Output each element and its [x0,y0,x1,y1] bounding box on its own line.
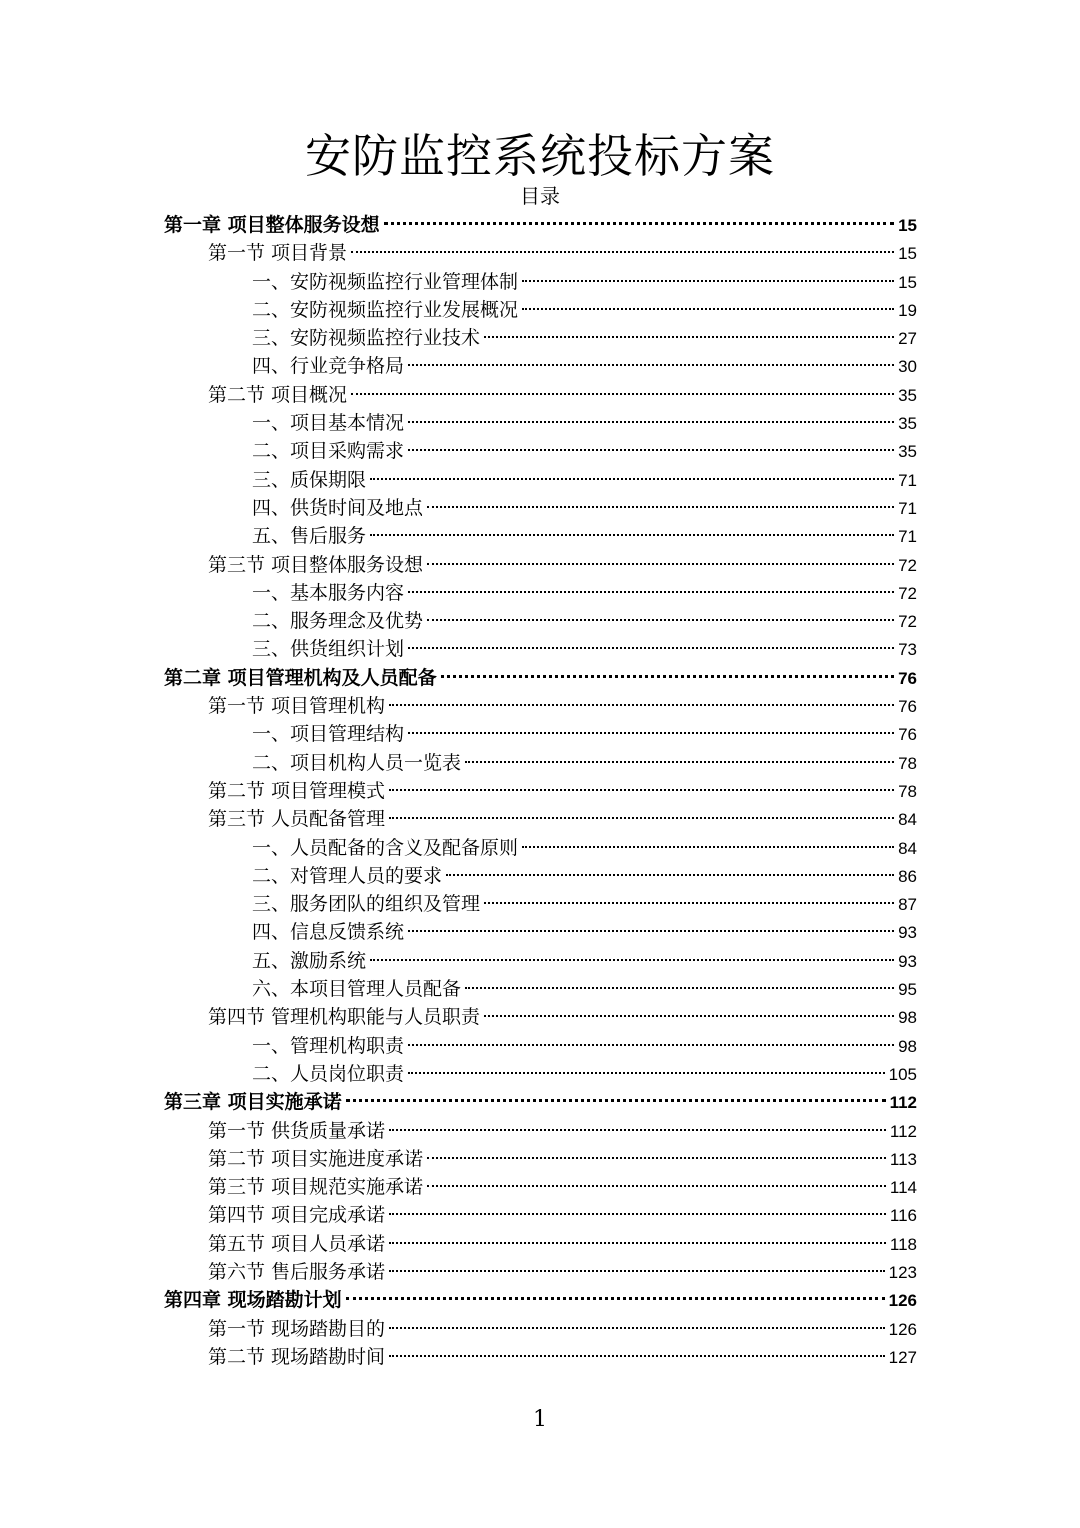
toc-entry-title: 三、质保期限 [252,468,367,491]
toc-entry-page: 112 [889,1121,917,1141]
dot-leader [389,1355,885,1357]
toc-entry-title: 第三节 项目整体服务设想 [208,553,424,576]
toc-entry-title: 六、本项目管理人员配备 [252,978,462,1001]
toc-entry-page: 118 [889,1234,917,1254]
toc-entry[interactable] [164,607,917,635]
toc-entry-page: 72 [898,583,917,603]
toc-entry-page: 105 [888,1064,917,1084]
dot-leader [370,959,894,961]
toc-entry[interactable] [164,1088,917,1116]
dot-leader [522,280,894,282]
toc-entry[interactable] [164,1343,917,1371]
toc-entry[interactable] [164,1201,917,1229]
dot-leader [389,1242,886,1244]
toc-entry-title: 一、项目基本情况 [252,412,405,435]
toc-entry[interactable] [164,239,917,267]
toc-entry[interactable] [164,1286,917,1314]
dot-leader [408,364,894,366]
toc-entry-page: 71 [898,498,917,518]
toc-entry[interactable] [164,947,917,975]
toc-entry-page: 76 [898,697,917,717]
dot-leader [384,222,894,225]
toc-entry-page: 86 [898,866,917,886]
toc-entry-page: 15 [898,272,917,292]
toc-entry-page: 113 [889,1149,917,1169]
toc-entry[interactable] [164,975,917,1003]
toc-entry-page: 93 [898,951,917,971]
toc-entry-title: 一、项目管理结构 [252,723,405,746]
toc-entry[interactable] [164,720,917,748]
toc-entry[interactable] [164,522,917,550]
toc-entry[interactable] [164,1060,917,1088]
toc-entry-title: 第一节 现场踏勘目的 [208,1317,386,1340]
toc-entry-page: 87 [898,895,917,915]
toc-entry[interactable] [164,862,917,890]
toc-entry-title: 第三节 人员配备管理 [208,808,386,831]
dot-leader [389,704,894,706]
toc-entry-page: 126 [888,1319,917,1339]
toc-entry[interactable] [164,579,917,607]
toc-entry-page: 76 [898,668,917,688]
dot-leader [389,1213,886,1215]
dot-leader [484,336,894,338]
dot-leader [408,930,894,932]
dot-leader [346,1099,886,1102]
dot-leader [389,789,894,791]
toc-entry-page: 95 [898,980,917,1000]
dot-leader [427,563,894,565]
toc-entry-page: 72 [898,555,917,575]
toc-entry-title: 三、安防视频监控行业技术 [252,327,481,350]
toc-entry-page: 73 [898,640,917,660]
toc-entry[interactable] [164,466,917,494]
dot-leader [522,846,894,848]
dot-leader [522,308,894,310]
dot-leader [351,251,894,253]
toc-entry[interactable] [164,1173,917,1201]
toc-entry-page: 78 [898,781,917,801]
toc-entry-title: 第一章 项目整体服务设想 [164,214,380,236]
toc-entry-title: 一、基本服务内容 [252,581,405,604]
toc-entry-page: 98 [898,1008,917,1028]
toc-entry[interactable] [164,296,917,324]
toc-entry-title: 第四节 管理机构职能与人员职责 [208,1006,481,1029]
toc-entry-page: 35 [898,385,917,405]
toc-entry-page: 71 [898,470,917,490]
dot-leader [408,591,894,593]
dot-leader [465,987,894,989]
toc-entry-title: 第三节 项目规范实施承诺 [208,1176,424,1199]
toc-entry[interactable] [164,1032,917,1060]
toc-entry-page: 127 [888,1347,917,1367]
toc-entry-title: 第四章 现场踏勘计划 [164,1289,342,1312]
toc-entry-title: 第一节 项目管理机构 [208,695,386,718]
toc-entry[interactable] [164,1315,917,1343]
toc-entry-page: 112 [889,1093,917,1113]
toc-entry-title: 四、供货时间及地点 [252,496,424,519]
toc-entry-title: 三、服务团队的组织及管理 [252,893,481,916]
toc-entry-title: 二、安防视频监控行业发展概况 [252,298,519,321]
toc-entry-title: 第四节 项目完成承诺 [208,1204,386,1227]
toc-entry-page: 126 [888,1291,917,1311]
toc-entry-page: 114 [889,1178,917,1198]
toc-entry-title: 五、激励系统 [252,949,367,972]
toc-entry-title: 第六节 售后服务承诺 [208,1260,386,1283]
toc-entry-title: 三、供货组织计划 [252,638,405,661]
toc-entry[interactable] [164,352,917,380]
dot-leader [427,1157,886,1159]
dot-leader [427,619,894,621]
toc-entry-page: 27 [898,329,917,349]
toc-entry[interactable] [164,409,917,437]
toc-entry[interactable] [164,324,917,352]
toc-entry[interactable] [164,1258,917,1286]
dot-leader [408,1072,885,1074]
toc-entry-title: 第二章 项目管理机构及人员配备 [164,666,437,689]
toc-entry-title: 第二节 项目实施进度承诺 [208,1147,424,1170]
toc-entry-title: 五、售后服务 [252,525,367,548]
toc-entry[interactable] [164,1117,917,1145]
toc-entry-page: 84 [898,810,917,830]
dot-leader [408,647,894,649]
toc-entry[interactable] [164,664,917,692]
dot-leader [389,1129,886,1131]
document-title: 安防监控系统投标方案 [305,129,775,183]
toc-entry-title: 第一节 供货质量承诺 [208,1119,386,1142]
dot-leader [370,534,894,536]
toc-entry[interactable] [164,635,917,663]
toc-entry[interactable] [164,777,917,805]
dot-leader [389,817,894,819]
toc-entry-page: 84 [898,838,917,858]
dot-leader [446,874,894,876]
toc-entry-page: 15 [898,216,917,235]
toc-entry[interactable] [164,381,917,409]
toc-entry-page: 72 [898,612,917,632]
toc-entry-title: 二、人员岗位职责 [252,1062,405,1085]
toc-entry[interactable] [164,890,917,918]
toc-entry-page: 123 [888,1262,917,1282]
toc-entry[interactable] [164,805,917,833]
dot-leader [408,449,894,451]
toc-entry-title: 四、信息反馈系统 [252,921,405,944]
toc-entry-title: 一、管理机构职责 [252,1034,405,1057]
toc-entry[interactable] [164,1145,917,1173]
dot-leader [484,902,894,904]
dot-leader [351,393,894,395]
toc-heading: 目录 [520,184,560,208]
dot-leader [427,1185,886,1187]
toc-entry-page: 76 [898,725,917,745]
toc-entry-page: 93 [898,923,917,943]
dot-leader [370,478,894,480]
dot-leader [465,761,894,763]
toc-entry[interactable] [164,918,917,946]
dot-leader [389,1327,885,1329]
toc-entry-page: 30 [898,357,917,377]
dot-leader [389,1270,885,1272]
toc-entry[interactable] [164,749,917,777]
toc-entry[interactable] [164,211,917,239]
toc-entry[interactable] [164,834,917,862]
toc-entry-title: 二、服务理念及优势 [252,610,424,633]
toc-entry-title: 第二节 现场踏勘时间 [208,1345,386,1368]
dot-leader [441,675,894,678]
toc-entry[interactable] [164,692,917,720]
toc-entry[interactable] [164,437,917,465]
toc-entry-title: 第五节 项目人员承诺 [208,1232,386,1255]
toc-entry-title: 一、人员配备的含义及配备原则 [252,836,519,859]
toc-entry[interactable] [164,268,917,296]
dot-leader [408,1044,894,1046]
toc-entry-page: 15 [898,244,917,264]
toc-entry[interactable] [164,551,917,579]
toc-entry-title: 第二节 项目管理模式 [208,779,386,802]
toc-entry-title: 一、安防视频监控行业管理体制 [252,270,519,293]
table-of-contents [164,211,917,1371]
toc-entry-title: 二、对管理人员的要求 [252,864,443,887]
dot-leader [408,732,894,734]
toc-entry[interactable] [164,494,917,522]
toc-entry-page: 71 [898,527,917,547]
page-number: 1 [533,1407,547,1432]
toc-entry-page: 78 [898,753,917,773]
toc-entry-page: 35 [898,414,917,434]
toc-entry[interactable] [164,1230,917,1258]
toc-entry-title: 四、行业竞争格局 [252,355,405,378]
dot-leader [346,1297,885,1300]
toc-entry-title: 二、项目采购需求 [252,440,405,463]
toc-entry[interactable] [164,1003,917,1031]
dot-leader [484,1015,894,1017]
dot-leader [427,506,894,508]
toc-entry-page: 116 [889,1206,917,1226]
toc-entry-title: 第一节 项目背景 [208,242,348,265]
toc-entry-title: 二、项目机构人员一览表 [252,751,462,774]
toc-entry-page: 98 [898,1036,917,1056]
toc-entry-title: 第二节 项目概况 [208,383,348,406]
toc-entry-page: 19 [898,300,917,320]
toc-entry-page: 35 [898,442,917,462]
dot-leader [408,421,894,423]
toc-entry-title: 第三章 项目实施承诺 [164,1091,342,1114]
